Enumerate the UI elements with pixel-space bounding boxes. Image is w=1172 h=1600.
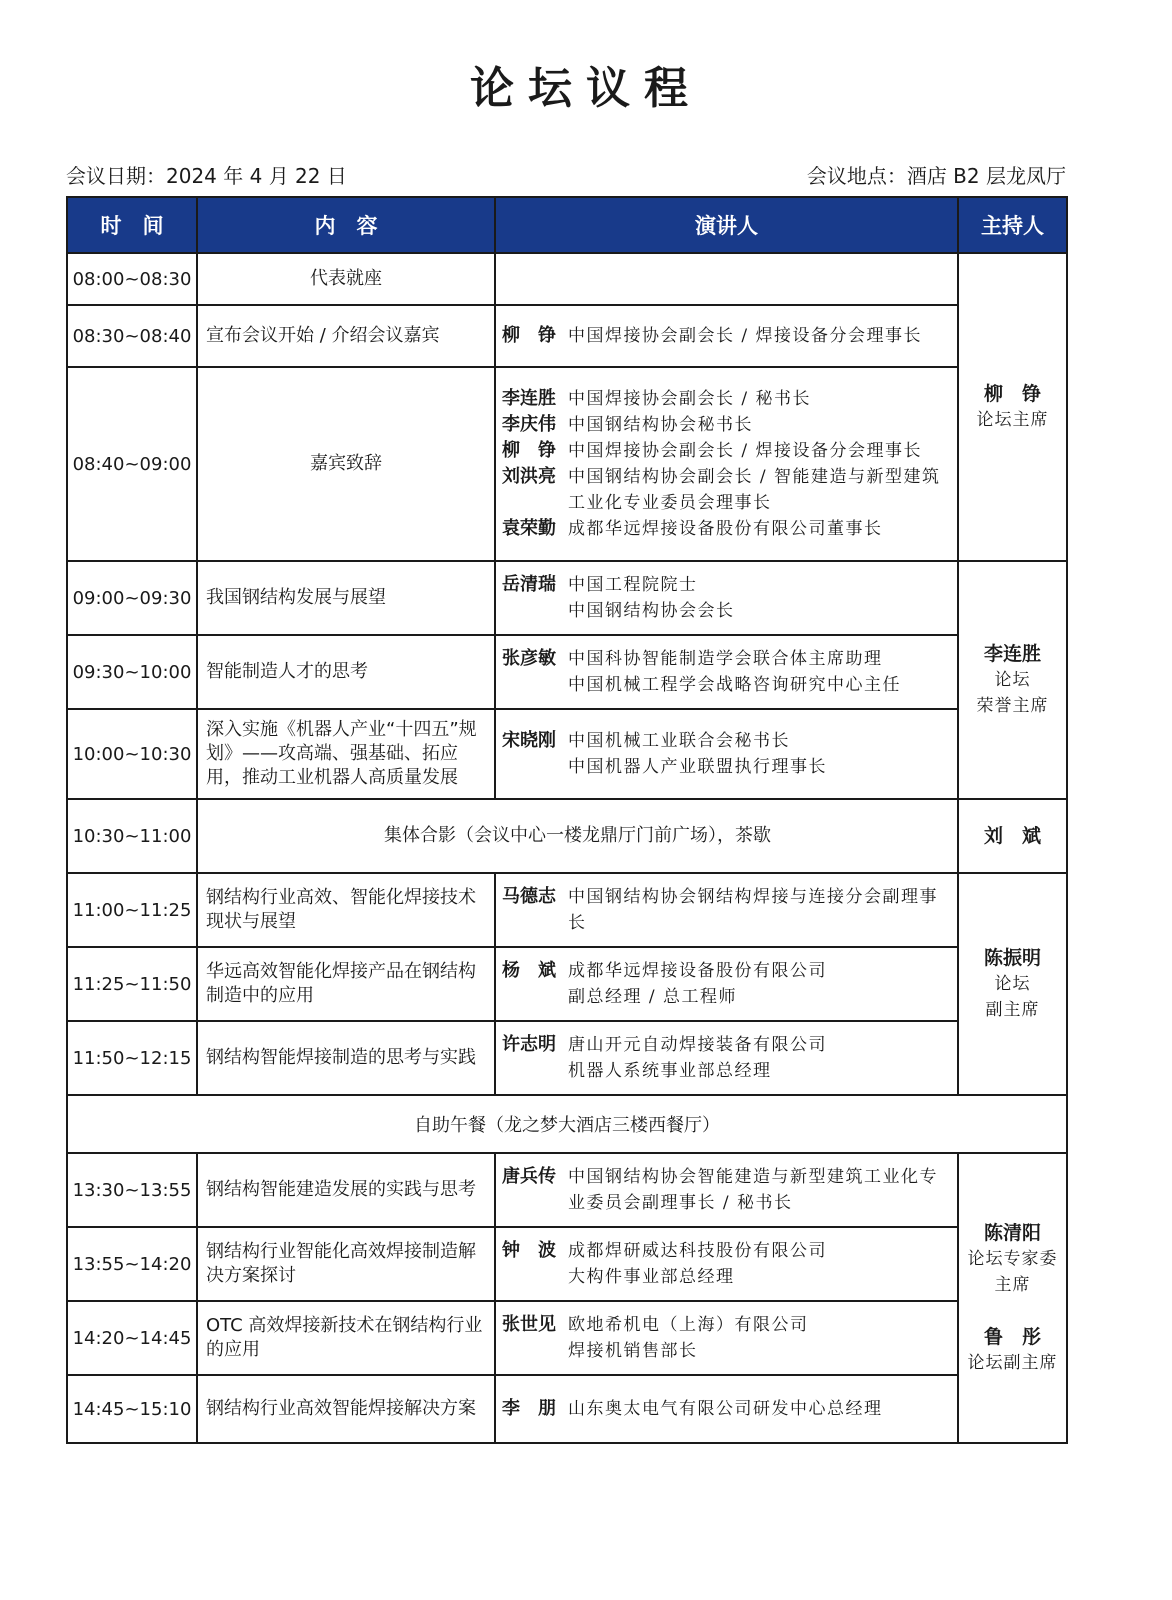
speaker-entry (502, 1032, 951, 1084)
time-cell: 11:00~11:25 (67, 873, 197, 947)
speaker-role: 山东奥太电气有限公司研发中心总经理 (568, 1399, 883, 1419)
speaker-name: 张彦敏 (502, 648, 556, 669)
time-cell: 08:00~08:30 (67, 253, 197, 305)
table-row (67, 1301, 1067, 1375)
speaker-cell (495, 305, 958, 367)
table-row (67, 635, 1067, 709)
speaker-entry (502, 1238, 951, 1290)
speaker-entry (502, 884, 951, 936)
speaker-name: 李 朋 (502, 1398, 556, 1419)
speaker-name: 袁荣勤 (502, 518, 556, 539)
content-cell: 钢结构智能焊接制造的思考与实践 (197, 1021, 495, 1095)
content-cell: 我国钢结构发展与展望 (197, 561, 495, 635)
header-speaker: 演讲人 (495, 197, 958, 253)
host-name: 李连胜 (983, 643, 1041, 665)
host-name: 鲁 彤 (983, 1326, 1041, 1348)
speaker-entry (502, 1396, 951, 1422)
host-cell (958, 873, 1067, 1095)
speaker-name: 唐兵传 (502, 1166, 556, 1187)
speaker-role: 成都焊研威达科技股份有限公司 大构件事业部总经理 (568, 1241, 827, 1287)
host-title: 论坛主席 (976, 410, 1049, 430)
host-title: 论坛 (994, 670, 1031, 690)
time-cell: 10:00~10:30 (67, 709, 197, 799)
speaker-entry (502, 516, 951, 542)
host-cell (958, 253, 1067, 561)
speaker-cell (495, 1301, 958, 1375)
host-cell (958, 799, 1067, 873)
speaker-entry (502, 572, 951, 624)
host-name: 柳 铮 (983, 383, 1041, 405)
header-host: 主持人 (958, 197, 1067, 253)
time-cell: 13:30~13:55 (67, 1153, 197, 1227)
speaker-cell (495, 1153, 958, 1227)
page-title: 论坛议程 (470, 63, 702, 114)
meeting-location: 会议地点：酒店 B2 层龙凤厅 (806, 164, 1066, 188)
host-name: 刘 斌 (983, 825, 1041, 847)
host-title: 副主席 (985, 1000, 1040, 1020)
speaker-entry (502, 438, 951, 464)
content-cell: 智能制造人才的思考 (197, 635, 495, 709)
speaker-role: 中国机械工业联合会秘书长 中国机器人产业联盟执行理事长 (568, 731, 827, 777)
meeting-info (66, 160, 1066, 190)
lunch-break: 自助午餐（龙之梦大酒店三楼西餐厅） (67, 1095, 1067, 1153)
speaker-cell (495, 1375, 958, 1443)
speaker-cell (495, 1227, 958, 1301)
speaker-entry (502, 1164, 951, 1216)
table-row (67, 253, 1067, 305)
speaker-cell (495, 635, 958, 709)
time-cell: 13:55~14:20 (67, 1227, 197, 1301)
speaker-entry (502, 464, 951, 516)
speaker-entry (502, 386, 951, 412)
table-row (67, 873, 1067, 947)
time-cell: 09:30~10:00 (67, 635, 197, 709)
speaker-name: 宋晓刚 (502, 730, 556, 751)
host-title: 主席 (994, 1275, 1031, 1295)
speaker-role: 中国科协智能制造学会联合体主席助理 中国机械工程学会战略咨询研究中心主任 (568, 649, 901, 695)
speaker-cell (495, 1021, 958, 1095)
speaker-role: 中国工程院院士 中国钢结构协会会长 (568, 575, 735, 621)
speaker-name: 钟 波 (502, 1240, 556, 1261)
speaker-cell (495, 561, 958, 635)
content-cell: 代表就座 (197, 253, 495, 305)
agenda-body (67, 253, 1067, 1443)
speaker-role: 中国钢结构协会副会长 / 智能建造与新型建筑工业化专业委员会理事长 (568, 467, 941, 513)
host-name: 陈清阳 (983, 1222, 1041, 1244)
speaker-role: 欧地希机电（上海）有限公司 焊接机销售部长 (568, 1315, 809, 1361)
content-cell: 集体合影（会议中心一楼龙鼎厅门前广场），茶歇 (197, 799, 958, 873)
table-row (67, 1375, 1067, 1443)
table-row (67, 947, 1067, 1021)
table-row (67, 1095, 1067, 1153)
time-cell: 08:30~08:40 (67, 305, 197, 367)
speaker-entry (502, 1312, 951, 1364)
speaker-role: 中国钢结构协会智能建造与新型建筑工业化专业委员会副理事长 / 秘书长 (568, 1167, 938, 1213)
time-cell: 14:45~15:10 (67, 1375, 197, 1443)
time-cell: 09:00~09:30 (67, 561, 197, 635)
speaker-entry (502, 958, 951, 1010)
speaker-cell (495, 367, 958, 561)
content-cell: 嘉宾致辞 (197, 367, 495, 561)
speaker-role: 成都华远焊接设备股份有限公司董事长 (568, 519, 883, 539)
host-spacer (959, 1298, 1066, 1324)
speaker-name: 许志明 (502, 1034, 556, 1055)
header-time: 时 间 (67, 197, 197, 253)
time-cell: 14:20~14:45 (67, 1301, 197, 1375)
speaker-role: 中国焊接协会副会长 / 焊接设备分会理事长 (568, 326, 923, 346)
speaker-entry (502, 412, 951, 438)
speaker-name: 刘洪亮 (502, 466, 556, 487)
table-row (67, 1021, 1067, 1095)
content-cell: 钢结构行业高效智能焊接解决方案 (197, 1375, 495, 1443)
time-cell: 11:50~12:15 (67, 1021, 197, 1095)
speaker-cell (495, 253, 958, 305)
table-header-row (67, 197, 1067, 253)
speaker-name: 柳 铮 (502, 440, 556, 461)
table-row (67, 799, 1067, 873)
speaker-cell (495, 709, 958, 799)
speaker-name: 马德志 (502, 886, 556, 907)
speaker-role: 中国钢结构协会钢结构焊接与连接分会副理事长 (568, 887, 938, 933)
speaker-name: 张世见 (502, 1314, 556, 1335)
agenda-table (66, 196, 1068, 1444)
meeting-date: 会议日期：2024 年 4 月 22 日 (66, 164, 347, 188)
content-cell: 深入实施《机器人产业“十四五”规划》——攻高端、强基础、拓应用，推动工业机器人高质量发展 (197, 709, 495, 799)
table-row (67, 367, 1067, 561)
content-cell: 华远高效智能化焊接产品在钢结构制造中的应用 (197, 947, 495, 1021)
table-row (67, 709, 1067, 799)
host-title: 荣誉主席 (976, 696, 1049, 716)
speaker-entry (502, 323, 951, 349)
time-cell: 08:40~09:00 (67, 367, 197, 561)
speaker-cell (495, 873, 958, 947)
table-row (67, 561, 1067, 635)
host-cell (958, 561, 1067, 799)
content-cell: 钢结构行业智能化高效焊接制造解决方案探讨 (197, 1227, 495, 1301)
speaker-role: 中国焊接协会副会长 / 秘书长 (568, 389, 812, 409)
time-cell: 10:30~11:00 (67, 799, 197, 873)
speaker-role: 中国钢结构协会秘书长 (568, 415, 753, 435)
host-title: 论坛副主席 (967, 1353, 1058, 1373)
speaker-name: 李庆伟 (502, 414, 556, 435)
host-cell (958, 1153, 1067, 1443)
speaker-name: 岳清瑞 (502, 574, 556, 595)
speaker-name: 柳 铮 (502, 325, 556, 346)
table-row (67, 305, 1067, 367)
speaker-role: 唐山开元自动焊接装备有限公司 机器人系统事业部总经理 (568, 1035, 827, 1081)
speaker-cell (495, 947, 958, 1021)
speaker-name: 杨 斌 (502, 960, 556, 981)
content-cell: 宣布会议开始 / 介绍会议嘉宾 (197, 305, 495, 367)
speaker-entry (502, 728, 951, 780)
speaker-name: 李连胜 (502, 388, 556, 409)
host-title: 论坛 (994, 974, 1031, 994)
content-cell: 钢结构智能建造发展的实践与思考 (197, 1153, 495, 1227)
host-name: 陈振明 (983, 947, 1041, 969)
table-row (67, 1227, 1067, 1301)
speaker-role: 成都华远焊接设备股份有限公司 副总经理 / 总工程师 (568, 961, 827, 1007)
speaker-role: 中国焊接协会副会长 / 焊接设备分会理事长 (568, 441, 923, 461)
content-cell: OTC 高效焊接新技术在钢结构行业的应用 (197, 1301, 495, 1375)
header-content: 内 容 (197, 197, 495, 253)
speaker-entry (502, 646, 951, 698)
host-title: 论坛专家委 (967, 1249, 1058, 1269)
table-row (67, 1153, 1067, 1227)
time-cell: 11:25~11:50 (67, 947, 197, 1021)
content-cell: 钢结构行业高效、智能化焊接技术现状与展望 (197, 873, 495, 947)
